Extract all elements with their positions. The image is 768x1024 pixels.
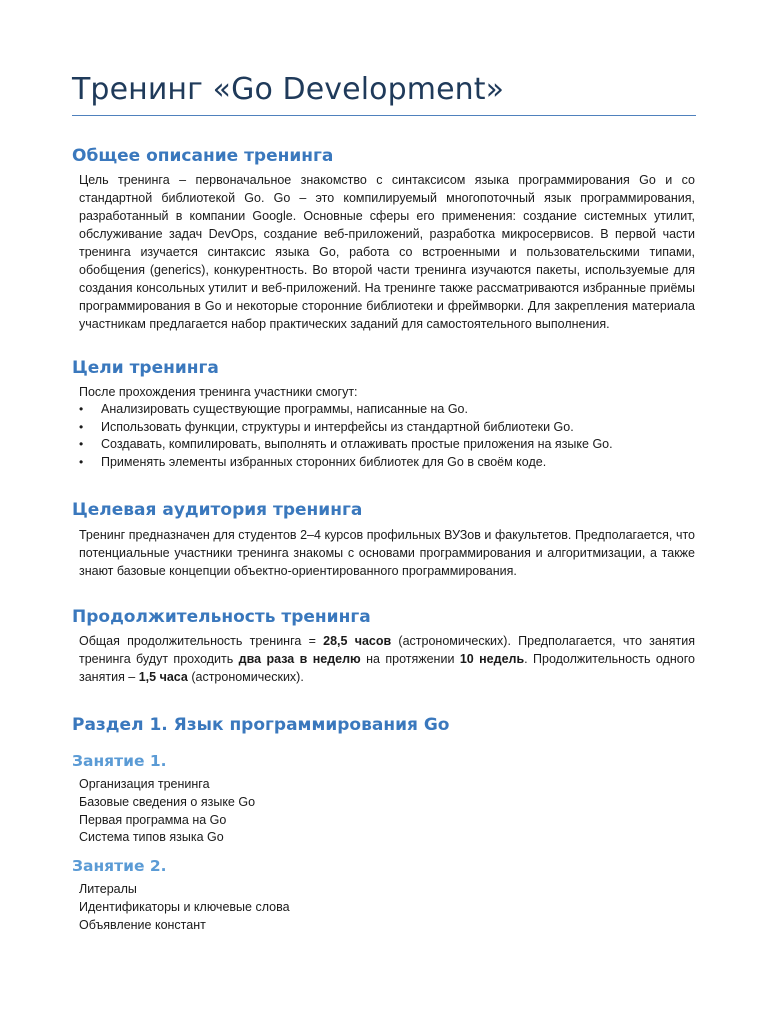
audience-text: Тренинг предназначен для студентов 2–4 курсов профильных ВУЗов и факультетов. Предполагается, что потенциальные участники тренинга знакомы с основами программирования и алгоритмизации, а также знают базовые концепции объектно-ориентированного программирования. xyxy=(79,528,695,578)
list-item xyxy=(79,401,613,419)
list-item: Объявление констант xyxy=(79,917,206,932)
document-title: Тренинг «Go Development» xyxy=(72,72,505,107)
schedule-frequency: два раза в неделю xyxy=(238,652,361,666)
weeks-count: 10 недель xyxy=(459,652,525,666)
bullet-icon: • xyxy=(79,402,84,416)
section1-heading: Раздел 1. Язык программирования Go xyxy=(72,715,450,735)
lesson1-heading: Занятие 1. xyxy=(72,752,167,770)
goal-text: Использовать функции, структуры и интерфейсы из стандартной библиотеки Go. xyxy=(101,419,574,434)
bullet-icon: • xyxy=(79,437,84,451)
goals-list xyxy=(79,401,613,471)
overview-heading: Общее описание тренинга xyxy=(72,146,334,166)
bullet-icon: • xyxy=(79,454,84,469)
lesson-length: 1,5 часа xyxy=(138,670,188,684)
list-item: Идентификаторы и ключевые слова xyxy=(79,899,290,914)
goals-intro: После прохождения тренинга участники смогут: xyxy=(79,385,358,399)
lesson2-topics xyxy=(79,881,290,934)
goal-text: Применять элементы избранных сторонних библиотек для Go в своём коде. xyxy=(101,454,547,469)
total-hours: 28,5 часов xyxy=(323,634,392,648)
lesson1-topics xyxy=(79,776,255,847)
list-item: Система типов языка Go xyxy=(79,830,224,845)
lesson2-heading: Занятие 2. xyxy=(72,857,167,875)
title-divider xyxy=(72,115,696,116)
list-item: Организация тренинга xyxy=(79,777,210,791)
list-item: Литералы xyxy=(79,882,137,896)
bullet-icon: • xyxy=(79,419,84,434)
audience-heading: Целевая аудитория тренинга xyxy=(72,500,363,520)
goal-text: Создавать, компилировать, выполнять и отлаживать простые приложения на языке Go. xyxy=(101,437,613,451)
list-item xyxy=(79,436,613,454)
duration-text: Общая продолжительность тренинга = 28,5 часов (астрономических). Предполагается, что занятия тренинга будут проходить два раза в неделю на протяжении 10 недель. Продолжительность одного занятия – 1,5 часа (астрономических). xyxy=(79,634,695,684)
duration-heading: Продолжительность тренинга xyxy=(72,607,371,627)
overview-text: Цель тренинга – первоначальное знакомство с синтаксисом языка программирования Go и со стандартной библиотекой Go. Go – это компилируемый многопоточный язык программирования, разработанный в компании Google. Основные сферы его применения: создание системных утилит, обслуживание задач DevOps, создание веб-приложений, разработка микросервисов. В первой части тренинга изучается синтаксис языка Go, работа со встроенными и пользовательскими типами, обобщения (generics), конкурентность. Во второй части тренинга изучаются пакеты, используемые для создания консольных утилит и веб-приложений. На тренинге также рассматриваются избранные приёмы программирования в Go и некоторые сторонние библиотеки и фреймворки. Для закрепления материала участникам предлагается набор практических заданий для самостоятельного выполнения. xyxy=(79,173,695,331)
list-item xyxy=(79,419,613,437)
goals-heading: Цели тренинга xyxy=(72,358,219,378)
list-item xyxy=(79,454,613,472)
list-item: Базовые сведения о языке Go xyxy=(79,794,256,809)
list-item: Первая программа на Go xyxy=(79,812,227,827)
goal-text: Анализировать существующие программы, написанные на Go. xyxy=(101,402,468,416)
